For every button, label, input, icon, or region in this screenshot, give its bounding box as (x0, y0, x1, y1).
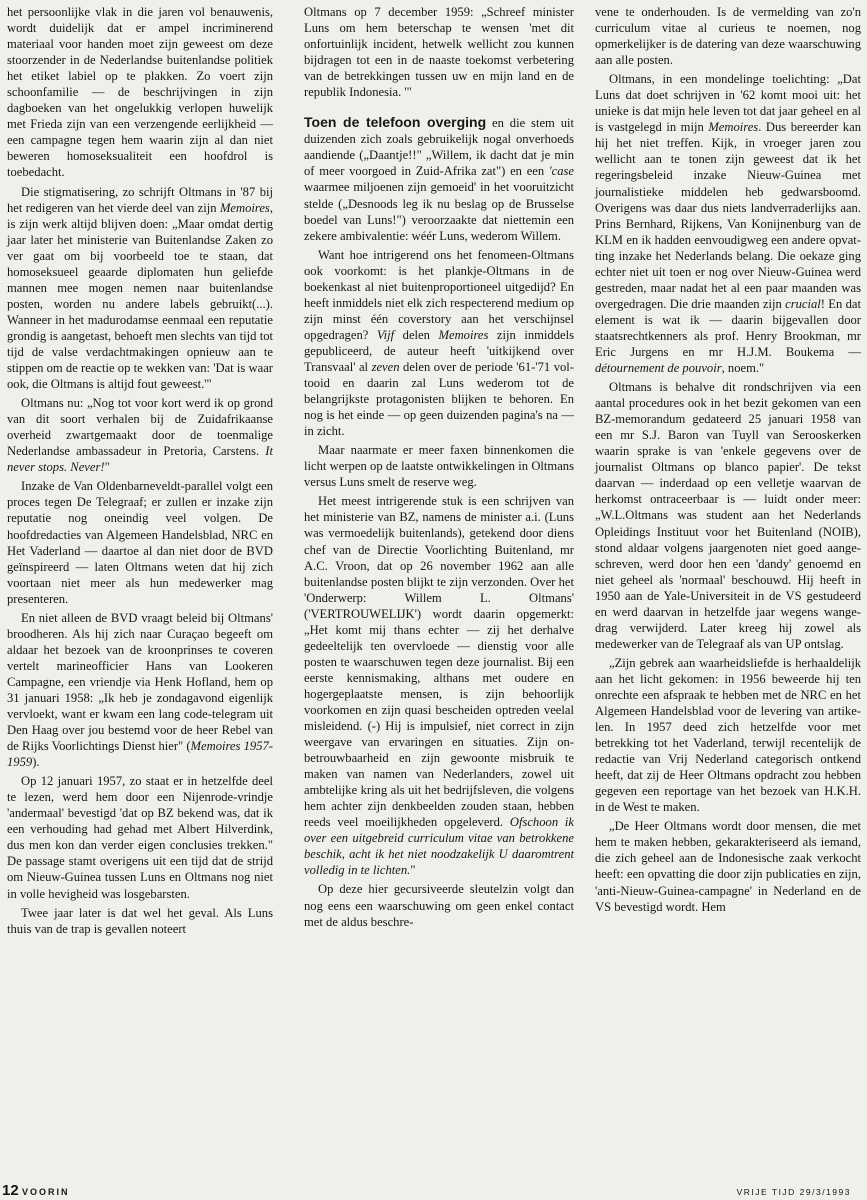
text-run: „De Heer Oltmans wordt door mensen, die met hem te maken hebben, gekarakteriseerd als iemand, die zich geheel aan de Indonesische zaak verkocht heeft: een opvatting die door zijn publicaties en zijn, 'anti-Nieuw-Guinea-campagne' in Nederland en de VS bevestigd wordt. Hem (595, 819, 861, 914)
text-run: vene te onderhouden. Is de vermelding van zo'n curriculum vitae al curieus te noemen, nog opmerkelijker is de datering van deze waarschuwing aan alle posten. (595, 5, 861, 68)
text-run: ). (32, 755, 40, 770)
text-run: Twee jaar later is dat wel het geval. Als Luns thuis van de trap is gevallen noteert (7, 905, 273, 936)
article-paragraph (7, 4, 273, 181)
text-run: En niet alleen de BVD vraagt beleid bij Oltmans' broodheren. Als hij zich naar Curaçao begeeft om aldaar het bezoek van de kroonprinses te coveren vertelt marineofficier Hans van Lookeren Campagne, een vriendje via Henk Hofland, hem op 31 januari 1958: „Ik heb je zondagavond eigenlijk vervloekt, want er kwam een lang code-telegram uit Den Haag over jou bestemd voor de heer Rebel van de Rijks Voorlichtings Dienst hier" ( (7, 610, 273, 754)
text-run: Want hoe intrigerend ons het fenomeen-Oltmans ook voorkomt: is het plankje-Oltmans in de boekenkast al niet buitenproportioneel uitgedijd? En heeft inmiddels niet elk zich respecterend medium op zijn minst één coverstory aan het verschijnsel opgedragen? (304, 247, 574, 342)
text-run: Oltmans op 7 december 1959: „Schreef minister Luns om hem beterschap te wensen 'met dit onfortuinlijk incident, hetwelk wellicht zou kunnen bijdragen tot een in de naaste toekomst verbetering van de betrekkingen tussen uw en mijn land en de republik Indonesia. '" (304, 5, 574, 100)
text-run: Oltmans is behalve dit rondschrijven via een aantal procedures ook in het bezit gekomen van een BZ-memorandum gedateerd 25 januari 1958 van een mr S.J. Baron van Tuyll van Serooskerken waarin sprake is van 'enkele gegevens over de journalist Oltmans op blanco papier'. De tekst daarvan — inderdaad op een velletje waarvan de herkomst ontraceerbaar is — luidt onder meer: „W.L.Oltmans was student aan het Nederlands Opleidings Instituut voor het Buitenland (NOIB), stond aldaar volgens jaargenoten niet goed aangeschreven, werd door hen een 'dandy' genoemd en niet geheel als 'normaal' beschouwd. Hij heeft in 1950 aan de Yale-Universiteit in de VS gestudeerd en werd daarvan in hetzelfde jaar wegens wangedrag verwijderd. Later kreeg hij zowel als medewerker van de Telegraaf als van UP ontslag. (595, 380, 861, 651)
text-run: " (410, 863, 416, 878)
article-paragraph (7, 184, 273, 393)
text-run: Het meest intrigerende stuk is een schrijven van het ministerie van BZ, namens de minister a.i. (Luns was vermoedelijk buitenlands), getekend door diens chef van de Directie Voorlichting Buitenland, mr A.C. Vroon, dat op 26 november 1962 aan alle buitenlandse posten blijkt te zijn verzonden. Over het 'Onderwerp: Willem L. Oltmans' ('VERTROUWELIJK') wordt daarin opgemerkt: „Het komt mij thans echter — zij het derhalve gedeeltelijk ten overvloede — dienstig voor alle posten te waarschuwen tegen deze journalist. Bij een eerste kennismaking, althans met oudere en hogergeplaatste mensen, is zijn behoorlijk voorkomen en zijn quasi bescheiden optreden veelal misleidend. (-) Hij is impulsief, niet correct in zijn weergave van ervaringen en situaties. Zijn onbetrouwbaarheid en zijn gewoonte misbruik te maken van namen van Nederlanders, zowel uit ambtelijke kring als uit het bedrijfsleven, die volgens hem achter zijn denkbeelden zouden staan, hebben reeds veel moeilijkheden opgeleverd. (304, 494, 574, 830)
italic-text: Ofschoon ik over een uitgebreid curriculum vitae van betrokkene beschik, acht ik het niet noodzakelijk U daaromtrent volledig in te lichten. (304, 815, 574, 878)
article-paragraph (304, 114, 574, 243)
text-run: " (104, 460, 110, 475)
text-run: „Zijn gebrek aan waarheidsliefde is herhaaldelijk aan het licht gekomen: in 1956 beweerde hij ten onrechte een afspraak te hebben met de NRC en het Algemeen Handelsblad voor de levering van artikelen. In 1957 deed zich hetzelfde voor met betrekking tot het Vaderland, terwijl recentelijk de redactie van Vrij Nederland categorisch ontkend heeft, dat zij de Heer Oltmans opdracht zou hebben gegeven een reportage van het bezoek van H.K.H. in de West te maken. (595, 655, 861, 815)
article-paragraph (595, 379, 861, 652)
text-run: , is zijn werk altijd blijven doen: „Maar omdat dertig jaar later het ministerie van Buitenlandse Zaken zo ver gaat om bij voorbeeld toe te staan, dat homoseksueel geaarde diplomaten hun geliefde mannen mee mogen nemen naar buitenlandse posten, worden nu andere labels gebruikt(...). Wanneer in het madurodamse eenmaal een reputatie grondig is aangetast, behoeft men slechts van tijd tot tijd de valse verdachtmakingen opnieuw aan te stippen om de reactie op te wekken van: 'Dat is waar ook, die Oltmans is altijd fout geweest.'" (7, 200, 273, 392)
italic-text: détournement de pouvoir (595, 361, 722, 376)
text-run: delen (394, 327, 439, 342)
italic-text: 'case (548, 164, 574, 179)
article-paragraph (304, 442, 574, 490)
italic-text: crucial (785, 296, 821, 311)
text-run: Oltmans, in een mondelinge toelichting: „Dat Luns dat doet schrijven in '62 komt mooi uit: het unieke is dat mijn hele leven tot dat jaar geheel en al is vastgelegd in mijn (595, 72, 861, 135)
article-paragraph (7, 773, 273, 901)
section-name: VOORIN (22, 1187, 70, 1197)
text-run: . Dus bereerder kan hij het niet treffen. Kijk, in vroeger jaren zou wellicht aan te tonen zijn geweest dat ik het regeringsbeleid inzake Nieuw-Guinea met journalistieke middelen heb gedwarsboomd. Overigens was daar dus niets landverraderlijks aan. Prins Bernhard, Rijkens, Van Konijnenburg van de KLM en ik hadden eenvoudigweg een andere opvatting inzake het Nederlands belang. Die oekaze ging echter niet uit toen er nog over Nieuw-Guinea werd gestreden, maar nadat het al een paar maanden was overgedragen. Die drie maanden zijn (595, 120, 861, 311)
article-paragraph (7, 905, 273, 937)
article-paragraph (595, 818, 861, 914)
italic-text: zeven (371, 359, 400, 374)
text-run: Die stigmatisering, zo schrijft Oltmans in '87 bij het redigeren van het vierde deel van zijn (7, 184, 273, 215)
article-paragraph (7, 610, 273, 770)
article-paragraph (595, 71, 861, 376)
article-paragraph (304, 247, 574, 440)
article-paragraph (304, 881, 574, 929)
text-run: zijn inmiddels gepubliceerd, de auteur heeft 'uitkijkend over Transvaal' al (304, 327, 575, 374)
text-run: delen over de periode '61-'71 voltooid en daarin zal Luns wederom tot de belangrijkste protagonisten blijken te behoren. En nog is het einde — op geen duizenden pagina's na — in zicht. (304, 359, 574, 439)
article-column-3 (595, 4, 861, 918)
italic-text: Memoires (438, 327, 489, 342)
article-paragraph (7, 478, 273, 606)
text-run: Oltmans nu: „Nog tot voor kort werd ik op grond van dit soort verhalen bij de Zuidafrikaanse overheid zwartgemaakt door de toenmalige Nederlandse ambassadeur in Pretoria, Carstens. (7, 396, 273, 459)
page-footer (0, 1180, 867, 1200)
text-run: en die stem uit duizenden zich zoals gebruikelijk nogal onverhoeds aandiende („Daantje!!" „Willem, ik dacht dat je min of meer voorgoed in Zuid-Afrika zat") en een (304, 116, 575, 179)
text-run: Inzake de Van Oldenbarneveldt-parallel volgt een proces tegen De Telegraaf; er zullen er inzake zijn reputatie nog oneindig veel volgen. De hoofdredacties van Algemeen Handelsblad, NRC en Het Vaderland — daartoe al dan niet door de BVD geïnspireerd — laten Oltmans weten dat hij zich voortaan niet meer als hun medewerker mag presenteren. (7, 479, 273, 606)
article-paragraph (304, 4, 574, 100)
article-paragraph (595, 655, 861, 815)
article-column-1 (7, 4, 273, 940)
article-paragraph (595, 4, 861, 68)
italic-text: Vijf (376, 327, 395, 342)
italic-text: Memoires (708, 120, 759, 135)
text-run: , noem." (721, 361, 765, 376)
italic-text: Memoires (219, 200, 270, 215)
page-number: 12 (2, 1182, 19, 1199)
text-run: Op deze hier gecursiveerde sleutelzin volgt dan nog eens een waarschuwing om geen enkel contact met de aldus beschre- (304, 882, 574, 929)
text-run: ! En dat element is wat ik — daarin bijgevallen door staatsrechtkenners als prof. Henry Brookman, mr Eric Jurgens en mr H.J.M. Boukema — (595, 296, 861, 359)
text-run: het persoonlijke vlak in die jaren vol benauwenis, wordt duidelijk dat er ampel incriminerend materiaal voor handen moet zijn geweest om deze stoorzender in de Nederlandse buitenlandse politiek het etiket labiel op te plakken. Zo voert zijn schoonfamilie — de beschrijvingen in zijn dagboeken van het ongelukkig verlopen huwelijk met Frieda zijn van een verzengende eerlijkheid — een campagne tegen hem waarin zijn al dan niet beweren homoseksualiteit een hoofdrol is toebedacht. (7, 5, 273, 180)
article-column-2 (304, 4, 574, 933)
italic-text: It never stops. Never! (7, 444, 273, 475)
publication-line: VRIJE TIJD 29/3/1993 (736, 1187, 851, 1197)
text-run: waarmee miljoenen zijn gemoeid' in het vooruitzicht stelde („Desnoods leg ik nu beslag op de Brusselse boedel van Luns!") veroorzaakte dat niettemin een zekere ambivalentie: wéér Luns, wederom Willem. (304, 180, 574, 243)
italic-text: Memoires 1957-1959 (7, 739, 273, 770)
article-paragraph (7, 395, 273, 475)
article-paragraph (304, 493, 574, 878)
text-run: Op 12 januari 1957, zo staat er in hetzelfde deel te lezen, werd hem door een Nijenrode-vrindje 'andermaal' bevestigd 'dat op BZ bekend was, dat ik een verhouding had gehad met Albert Hilverdink, dus men kon dan verder eigen conclusies trekken." De passage stamt overigens uit een tijd dat de strijd om Nieuw-Guinea tussen Luns en Oltmans nog niet in volle hevigheid was losgebarsten. (7, 774, 273, 901)
text-run: Maar naarmate er meer faxen binnenkomen die licht werpen op de laatste ontwikkelingen in Oltmans versus Luns smelt de reserve weg. (304, 443, 574, 490)
section-heading: Toen de telefoon overging (304, 114, 487, 131)
